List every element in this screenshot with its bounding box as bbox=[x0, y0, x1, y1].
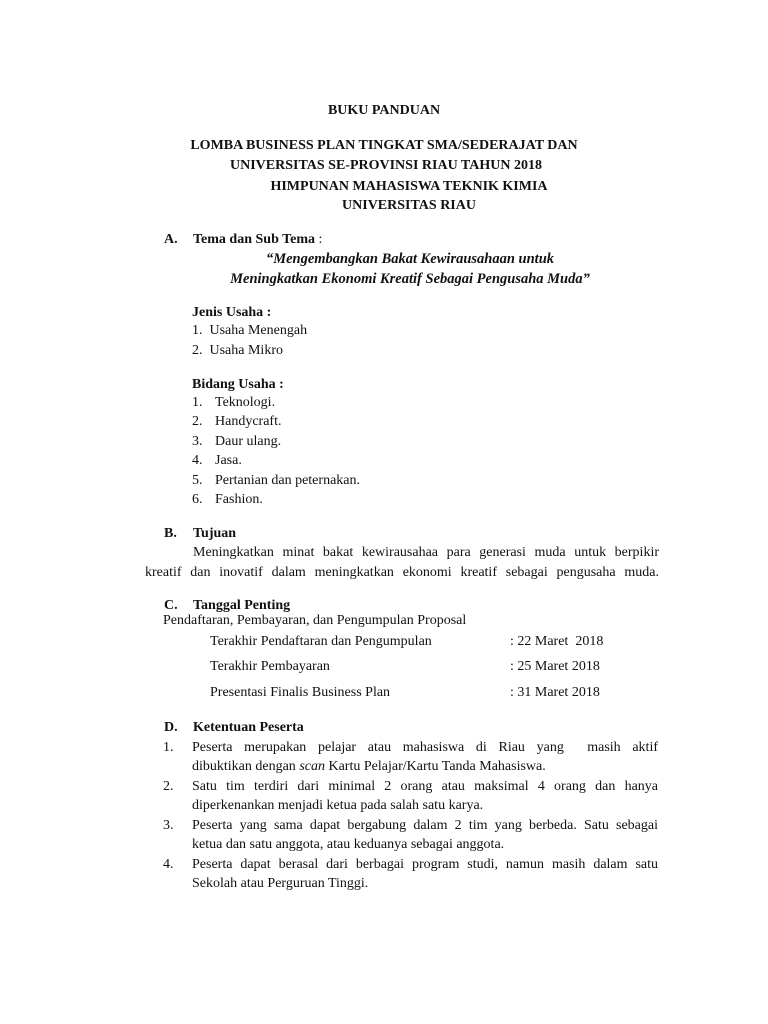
section-a-letter: A. bbox=[164, 232, 178, 247]
jenis-usaha-item-2: 2. Usaha Mikro bbox=[192, 343, 283, 358]
subtitle-line-4: UNIVERSITAS RIAU bbox=[342, 198, 476, 213]
jenis-usaha-heading: Jenis Usaha : bbox=[192, 305, 272, 320]
section-b-letter: B. bbox=[164, 526, 177, 541]
section-a-heading-line bbox=[193, 231, 322, 249]
jenis-usaha-item-1: 1. Usaha Menengah bbox=[192, 323, 308, 338]
bidang-usaha-item: Teknologi. bbox=[215, 395, 276, 410]
ketentuan-line2-3: ketua dan satu anggota, atau keduanya sebagai anggota. bbox=[192, 837, 505, 852]
ketentuan-num-4: 4. bbox=[163, 857, 174, 872]
bidang-usaha-num: 3. bbox=[192, 434, 203, 449]
tujuan-line-2: kreatif dan inovatif dalam meningkatkan ekonomi kreatif sebagai pengusaha muda. bbox=[145, 565, 659, 580]
subtitle-line-2: UNIVERSITAS SE-PROVINSI RIAU TAHUN 2018 bbox=[230, 158, 542, 173]
ketentuan-num-3: 3. bbox=[163, 818, 174, 833]
ketentuan-line1-1: Peserta merupakan pelajar atau mahasiswa di Riau yang masih aktif bbox=[192, 740, 658, 755]
ketentuan-line1-2: Satu tim terdiri dari minimal 2 orang atau maksimal 4 orang dan hanya bbox=[192, 779, 658, 794]
section-c-letter: C. bbox=[164, 598, 178, 613]
theme-line-1: “Mengembangkan Bakat Kewirausahaan untuk bbox=[265, 251, 555, 267]
tanggal-label-1: Terakhir Pendaftaran dan Pengumpulan bbox=[210, 634, 432, 649]
subtitle-line-1: LOMBA BUSINESS PLAN TINGKAT SMA/SEDERAJAT DAN bbox=[190, 138, 578, 153]
ketentuan-num-1: 1. bbox=[163, 740, 174, 755]
bidang-usaha-num: 1. bbox=[192, 395, 203, 410]
tanggal-label-3: Presentasi Finalis Business Plan bbox=[210, 685, 391, 700]
ketentuan-line2-4: Sekolah atau Perguruan Tinggi. bbox=[192, 876, 369, 891]
section-a-colon: : bbox=[315, 232, 323, 247]
ketentuan-line2-1 bbox=[192, 758, 546, 776]
bidang-usaha-num: 5. bbox=[192, 473, 203, 488]
ketentuan-line2-1-pre: dibuktikan dengan bbox=[192, 759, 300, 774]
bidang-usaha-num: 2. bbox=[192, 414, 203, 429]
bidang-usaha-item: Jasa. bbox=[215, 453, 242, 468]
ketentuan-line2-2: diperkenankan menjadi ketua pada salah satu karya. bbox=[192, 798, 484, 813]
tujuan-line-1: Meningkatkan minat bakat kewirausahaa para generasi muda untuk berpikir bbox=[193, 545, 659, 560]
ketentuan-line2-1-post: Kartu Pelajar/Kartu Tanda Mahasiswa. bbox=[324, 759, 546, 774]
section-d-letter: D. bbox=[164, 720, 178, 735]
tanggal-value-1: : 22 Maret 2018 bbox=[510, 634, 604, 649]
tanggal-value-3: : 31 Maret 2018 bbox=[510, 685, 600, 700]
tanggal-value-2: : 25 Maret 2018 bbox=[510, 659, 600, 674]
tanggal-label-2: Terakhir Pembayaran bbox=[210, 659, 330, 674]
bidang-usaha-item: Handycraft. bbox=[215, 414, 282, 429]
bidang-usaha-heading: Bidang Usaha : bbox=[192, 377, 284, 392]
section-c-heading: Tanggal Penting bbox=[193, 598, 291, 613]
section-a-heading: Tema dan Sub Tema bbox=[193, 232, 316, 247]
theme-line-2: Meningkatkan Ekonomi Kreatif Sebagai Pengusaha Muda” bbox=[230, 271, 590, 287]
ketentuan-line1-3: Peserta yang sama dapat bergabung dalam 2 tim yang berbeda. Satu sebagai bbox=[192, 818, 658, 833]
subtitle-line-3: HIMPUNAN MAHASISWA TEKNIK KIMIA bbox=[270, 179, 548, 194]
ketentuan-line1-4: Peserta dapat berasal dari berbagai program studi, namun masih dalam satu bbox=[192, 857, 658, 872]
bidang-usaha-item: Daur ulang. bbox=[215, 434, 282, 449]
bidang-usaha-num: 6. bbox=[192, 492, 203, 507]
bidang-usaha-item: Fashion. bbox=[215, 492, 263, 507]
ketentuan-num-2: 2. bbox=[163, 779, 174, 794]
section-b-heading: Tujuan bbox=[193, 526, 237, 541]
ketentuan-line2-1-em: scan bbox=[299, 759, 325, 774]
bidang-usaha-item: Pertanian dan peternakan. bbox=[215, 473, 360, 488]
tanggal-intro: Pendaftaran, Pembayaran, dan Pengumpulan Proposal bbox=[163, 613, 467, 628]
bidang-usaha-num: 4. bbox=[192, 453, 203, 468]
document-title: BUKU PANDUAN bbox=[327, 103, 441, 118]
section-d-heading: Ketentuan Peserta bbox=[193, 720, 304, 735]
